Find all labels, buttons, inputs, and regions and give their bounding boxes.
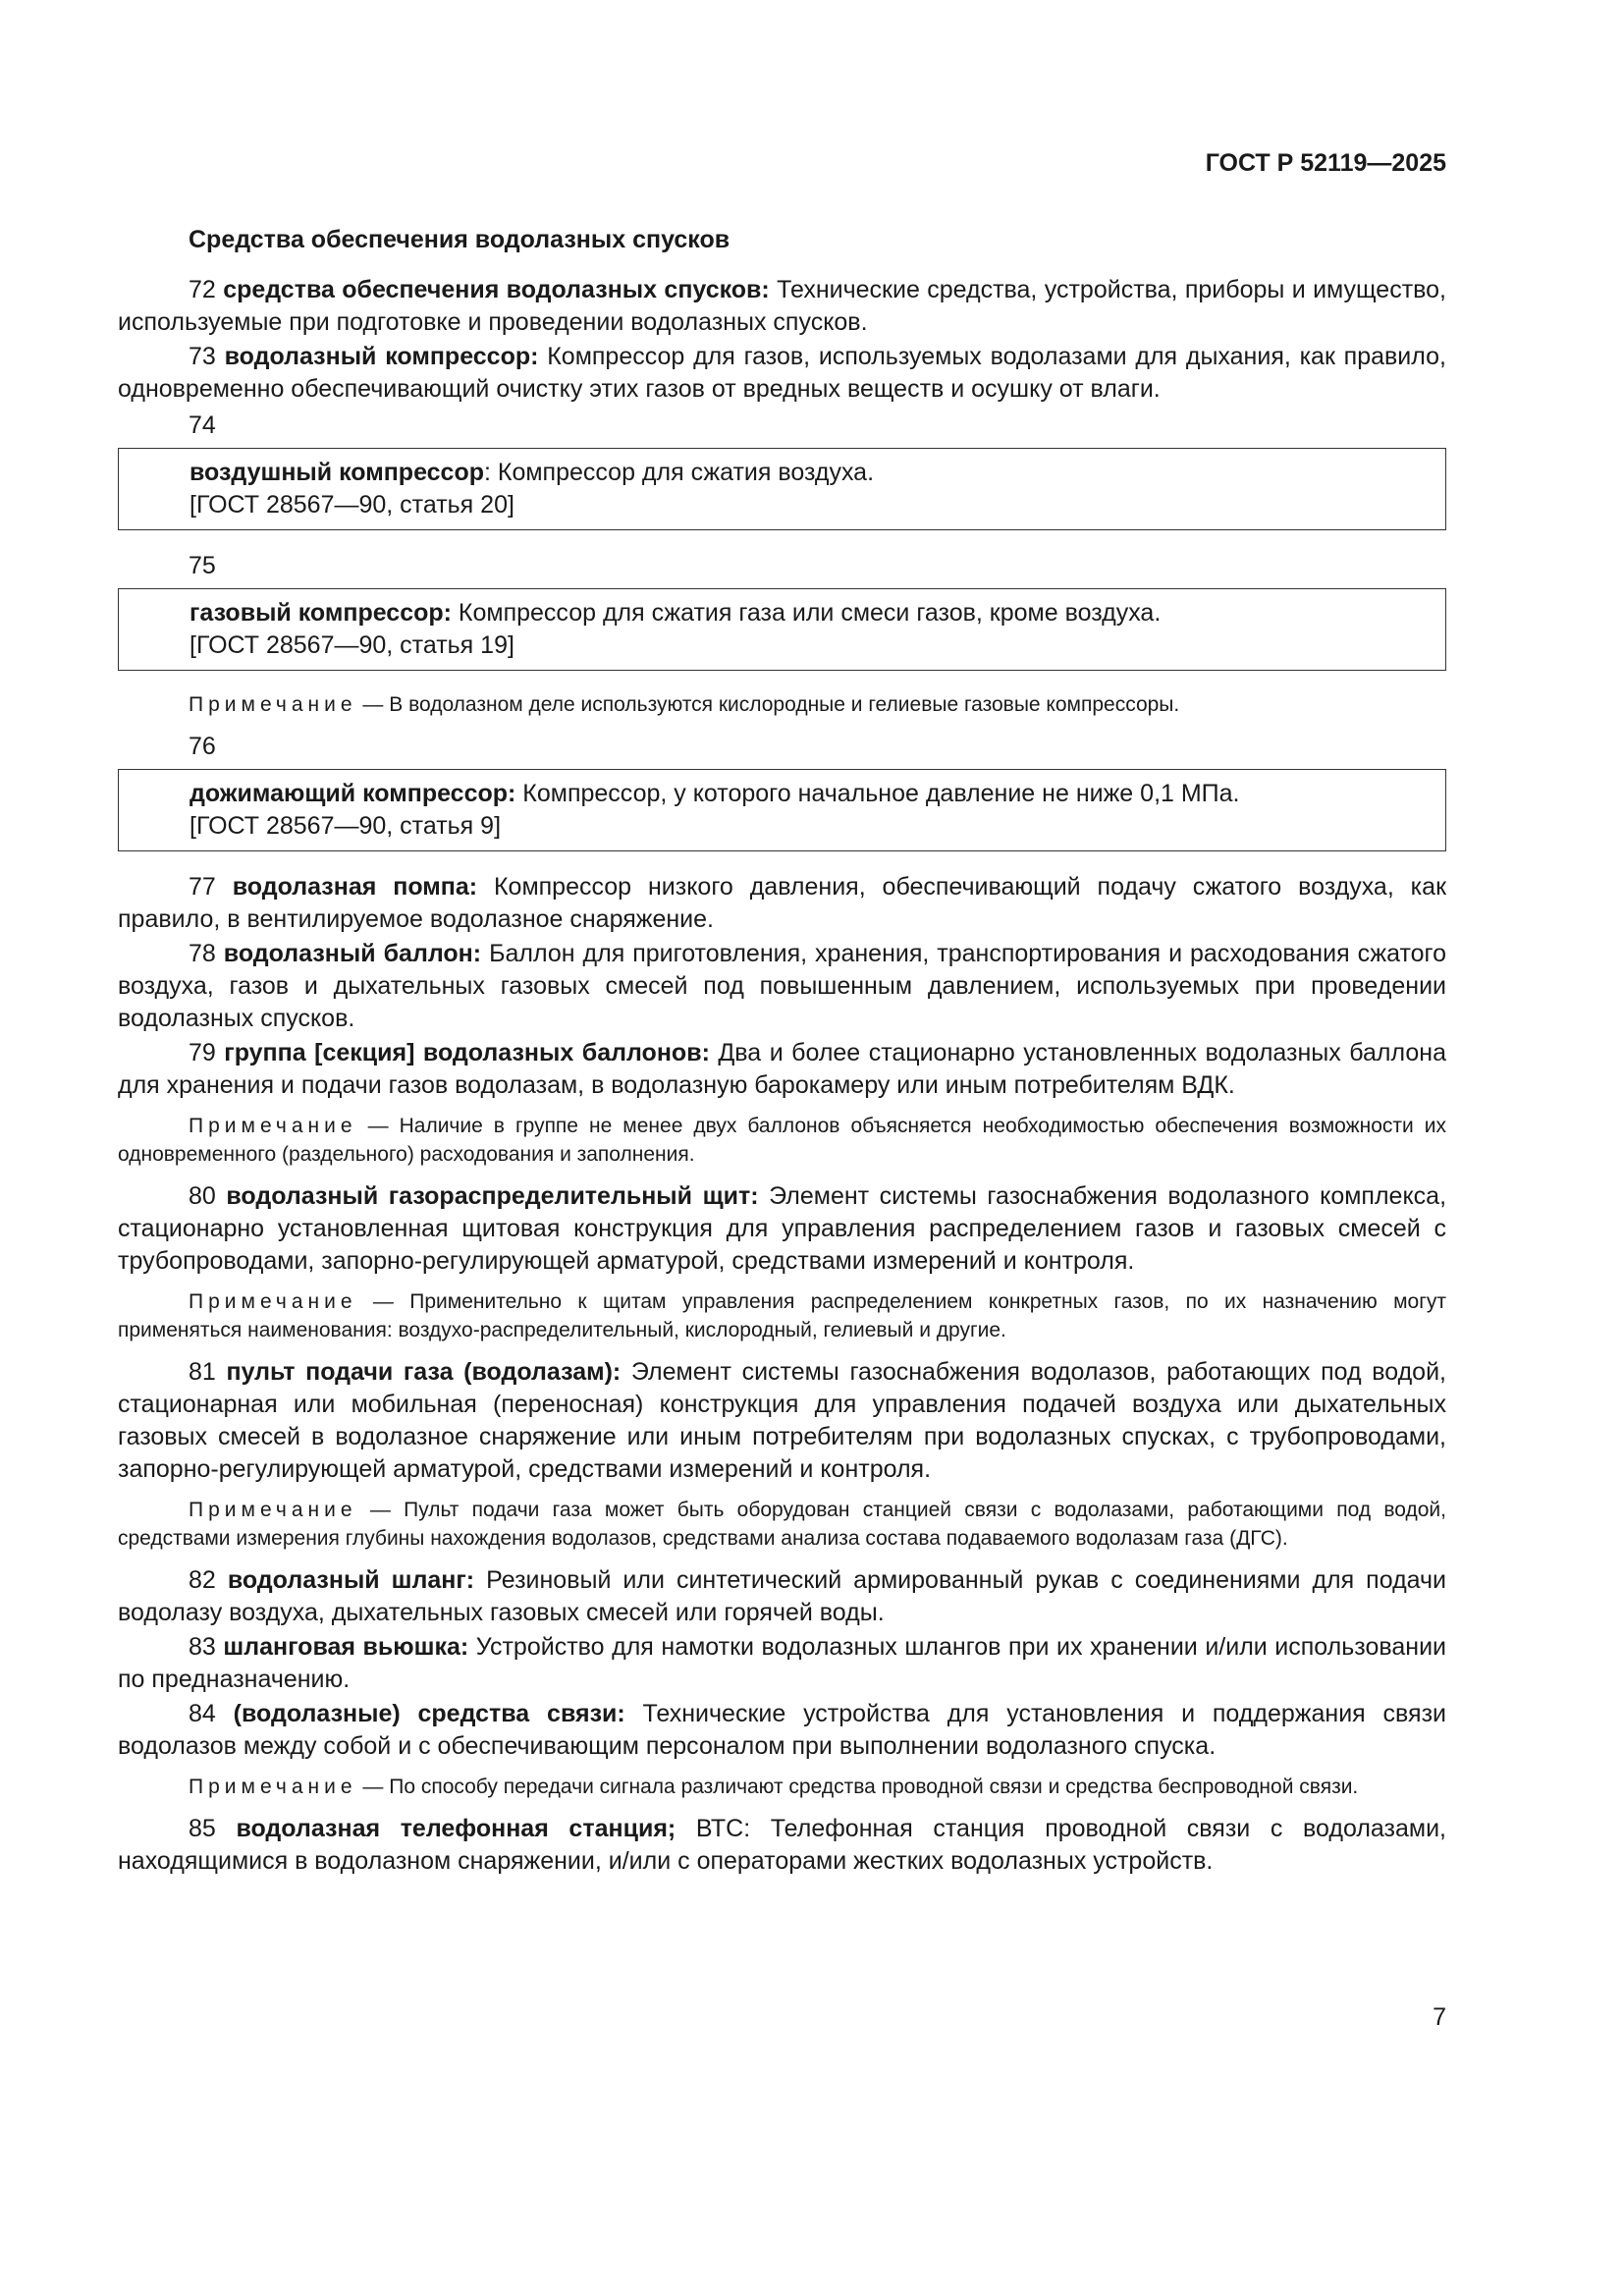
entry-number: 84 bbox=[189, 1700, 216, 1727]
entry-term: водолазный шланг: bbox=[227, 1566, 475, 1594]
entry-term: газовый компрессор: bbox=[189, 599, 452, 627]
entry-term: водолазная телефонная станция; bbox=[236, 1815, 676, 1842]
entry-number: 81 bbox=[189, 1358, 216, 1386]
entry-definition: Компрессор для сжатия газа или смеси газов, кроме воздуха. bbox=[451, 599, 1162, 627]
entry-number-74: 74 bbox=[189, 411, 216, 439]
section-title: Средства обеспечения водолазных спусков bbox=[189, 226, 730, 253]
entry-definition: ВТС: Телефонная станция проводной связи с водолазами, находящимися в водолазном снаряжении, и/или с операторами жестких водолазных устройств. bbox=[118, 1815, 1447, 1875]
entry-84 bbox=[118, 1698, 1446, 1763]
entry-definition: Компрессор низкого давления, обеспечивающий подачу сжатого воздуха, как правило, в вентилируемое водолазное снаряжение. bbox=[118, 873, 1447, 933]
entry-number: 82 bbox=[189, 1566, 216, 1594]
entry-definition: : Компрессор для сжатия воздуха. bbox=[484, 459, 875, 486]
entry-number: 85 bbox=[189, 1815, 216, 1842]
entry-term: водолазный газораспределительный щит: bbox=[226, 1182, 759, 1210]
note-75 bbox=[118, 690, 1446, 719]
note-label: Примечание bbox=[189, 1290, 357, 1313]
entry-number: 72 bbox=[189, 276, 216, 303]
note-81 bbox=[118, 1496, 1446, 1553]
entry-definition: Резиновый или синтетический армированный рукав с соединениями для подачи водолазу воздуха, дыхательных газовых смесей или горячей воды. bbox=[118, 1566, 1447, 1626]
document-body bbox=[118, 274, 1446, 1880]
entry-term: водолазный компрессор: bbox=[224, 343, 539, 370]
entry-78 bbox=[118, 938, 1446, 1035]
note-79 bbox=[118, 1112, 1446, 1169]
note-84 bbox=[118, 1773, 1446, 1801]
entry-definition: Элемент системы газоснабжения водолазов, работающих под водой, стационарная или мобильная (переносная) конструкция для управления подачей воздуха или дыхательных газовых смесей в водолазное снаряжение или иным потребителям при водолазных спусках, с трубопроводами, запорно-регулирующей арматурой, средствами измерений и контроля. bbox=[118, 1358, 1446, 1483]
entry-83 bbox=[118, 1631, 1446, 1696]
entry-source: [ГОСТ 28567—90, статья 20] bbox=[189, 491, 514, 519]
note-label: Примечание bbox=[189, 1776, 357, 1798]
entry-number: 79 bbox=[189, 1039, 216, 1066]
note-text: — Пульт подачи газа может быть оборудован станцией связи с водолазами, работающими под водой, средствами измерения глубины нахождения водолазов, средствами анализа состава подаваемого водолазам газа (ДГС). bbox=[118, 1499, 1446, 1550]
entry-term: пульт подачи газа (водолазам): bbox=[226, 1358, 622, 1386]
entry-number-75: 75 bbox=[189, 552, 216, 579]
entry-85 bbox=[118, 1813, 1446, 1878]
entry-definition: Два и более стационарно установленных водолазных баллона для хранения и подачи газов водолазам, в водолазную барокамеру или иным потребителям ВДК. bbox=[118, 1039, 1446, 1099]
entry-82 bbox=[118, 1564, 1446, 1629]
note-label: Примечание bbox=[189, 1499, 357, 1521]
entry-number: 77 bbox=[189, 873, 216, 901]
entry-term: дожимающий компрессор: bbox=[189, 780, 516, 807]
entry-term: водолазная помпа: bbox=[232, 873, 478, 901]
note-text: — Наличие в группе не менее двух баллонов объясняется необходимостью обеспечения возможности их одновременного (раздельного) расходования и заполнения. bbox=[118, 1115, 1446, 1166]
entry-term: водолазный баллон: bbox=[223, 940, 482, 967]
note-text: — Применительно к щитам управления распределением конкретных газов, по их назначению могут применяться наименования: воздухо-распределительный, кислородный, гелиевый и другие. bbox=[118, 1290, 1446, 1341]
entry-79 bbox=[118, 1037, 1446, 1102]
document-id: ГОСТ Р 52119—2025 bbox=[1205, 149, 1446, 177]
entry-term: шланговая вьюшка: bbox=[223, 1633, 469, 1661]
note-label: Примечание bbox=[189, 693, 357, 716]
entry-number: 83 bbox=[189, 1633, 216, 1661]
entry-77 bbox=[118, 871, 1446, 936]
entry-term: воздушный компрессор bbox=[189, 459, 484, 486]
entry-term: группа [секция] водолазных баллонов: bbox=[224, 1039, 710, 1066]
note-80 bbox=[118, 1287, 1446, 1344]
note-text: — По способу передачи сигнала различают средства проводной связи и средства беспроводной связи. bbox=[356, 1776, 1359, 1798]
entry-definition: Элемент системы газоснабжения водолазного комплекса, стационарно установленная щитовая конструкция для управления распределением газов и газовых смесей с трубопроводами, запорно-регулирующей арматурой, средствами измерений и контроля. bbox=[118, 1182, 1447, 1275]
entry-term: (водолазные) средства связи: bbox=[233, 1700, 625, 1727]
entry-definition: Компрессор, у которого начальное давление не ниже 0,1 МПа. bbox=[515, 780, 1240, 807]
note-label: Примечание bbox=[189, 1115, 357, 1137]
entry-72 bbox=[118, 274, 1446, 339]
entry-number: 80 bbox=[189, 1182, 216, 1210]
entry-source: [ГОСТ 28567—90, статья 19] bbox=[189, 631, 514, 659]
entry-number: 73 bbox=[189, 343, 216, 370]
entry-source: [ГОСТ 28567—90, статья 9] bbox=[189, 812, 502, 840]
entry-definition: Баллон для приготовления, хранения, транспортирования и расходования сжатого воздуха, газов и дыхательных газовых смесей под повышенным давлением, используемых при проведении водолазных спусков. bbox=[118, 940, 1446, 1032]
entry-73 bbox=[118, 341, 1446, 406]
entry-definition: Технические устройства для установления и поддержания связи водолазов между собой и с обеспечивающим персоналом при выполнении водолазного спуска. bbox=[118, 1700, 1447, 1760]
entry-number-76: 76 bbox=[189, 733, 216, 760]
entry-74-box bbox=[118, 448, 1446, 530]
entry-term: средства обеспечения водолазных спусков: bbox=[223, 276, 770, 303]
entry-80 bbox=[118, 1180, 1446, 1278]
entry-number: 78 bbox=[189, 940, 216, 967]
entry-definition: Устройство для намотки водолазных шлангов при их хранении и/или использовании по предназначению. bbox=[118, 1633, 1446, 1693]
entry-definition: Технические средства, устройства, приборы и имущество, используемые при подготовке и проведении водолазных спусков. bbox=[118, 276, 1446, 336]
entry-76-box bbox=[118, 769, 1446, 851]
entry-75-box bbox=[118, 588, 1446, 671]
note-text: — В водолазном деле используются кислородные и гелиевые газовые компрессоры. bbox=[356, 693, 1180, 716]
entry-definition: Компрессор для газов, используемых водолазами для дыхания, как правило, одновременно обеспечивающий очистку этих газов от вредных веществ и осушку от влаги. bbox=[118, 343, 1446, 403]
page-number: 7 bbox=[1433, 2003, 1446, 2031]
entry-81 bbox=[118, 1356, 1446, 1486]
